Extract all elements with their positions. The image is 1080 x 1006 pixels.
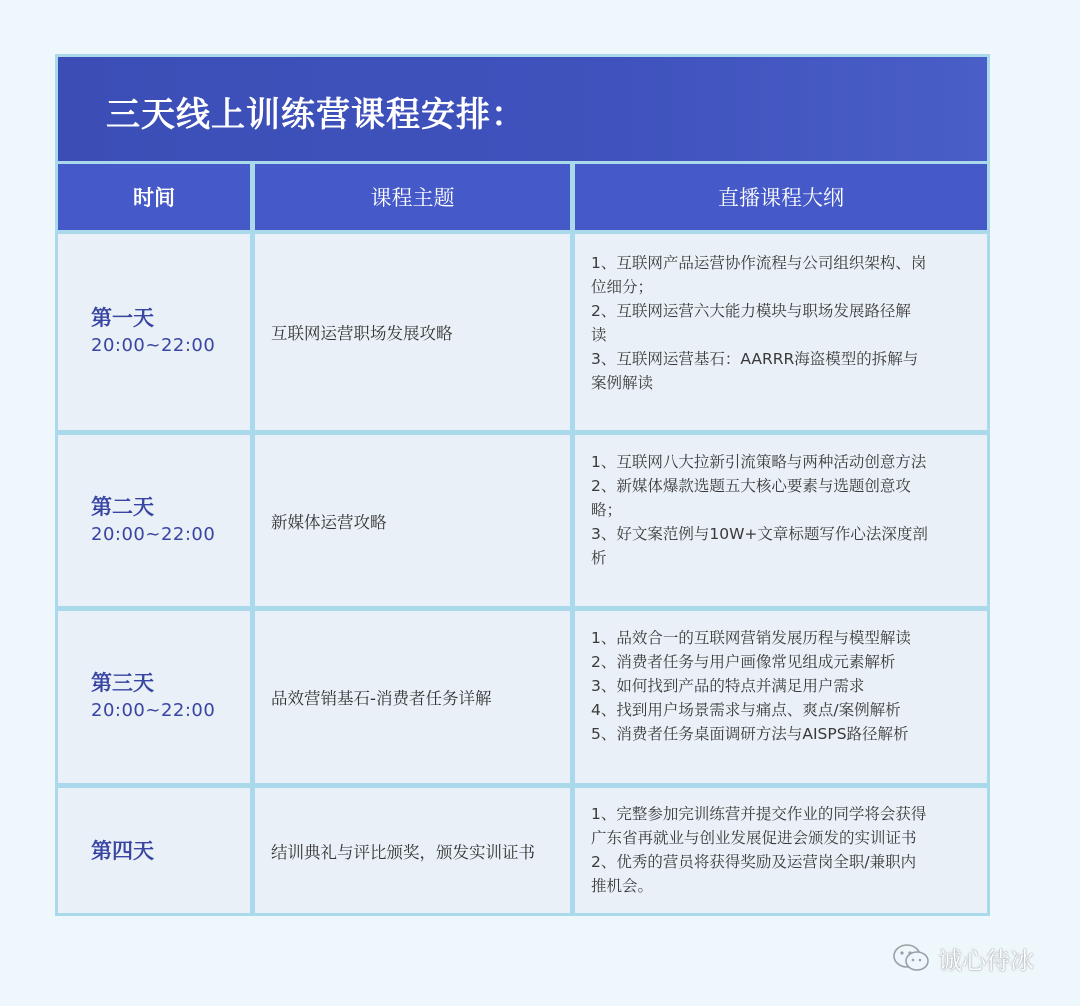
table-row-day-cell — [58, 435, 250, 606]
title-bar — [58, 57, 987, 161]
outline-line: 2、互联网运营六大能力模块与职场发展路径解 — [591, 302, 911, 320]
table-row-day-cell — [58, 611, 250, 783]
outline-line: 3、好文案范例与10W+文章标题写作心法深度剖 — [591, 525, 928, 543]
outline-list — [591, 802, 973, 898]
table-row-topic-cell — [255, 611, 570, 783]
wechat-icon — [892, 943, 930, 973]
header-time: 时间 — [58, 164, 250, 230]
header-outline: 直播课程大纲 — [575, 164, 987, 230]
outline-list — [591, 450, 973, 570]
outline-line: 析 — [591, 549, 607, 567]
topic-text: 互联网运营职场发展攻略 — [271, 324, 453, 343]
outline-list — [591, 251, 973, 395]
outline-line: 4、找到用户场景需求与痛点、爽点/案例解析 — [591, 701, 901, 719]
table-row-day-cell — [58, 234, 250, 430]
outline-list — [591, 626, 973, 746]
outline-line: 1、互联网产品运营协作流程与公司组织架构、岗 — [591, 254, 927, 272]
day-label: 第三天 — [91, 671, 154, 695]
outline-line: 5、消费者任务桌面调研方法与AISPS路径解析 — [591, 725, 909, 743]
table-row-topic-cell — [255, 435, 570, 606]
outline-line: 1、品效合一的互联网营销发展历程与模型解读 — [591, 629, 911, 647]
watermark — [892, 940, 1034, 976]
table-row-outline-cell — [575, 788, 987, 913]
day-label: 第一天 — [91, 306, 154, 330]
day-time: 20:00~22:00 — [91, 700, 216, 721]
topic-text: 品效营销基石-消费者任务详解 — [271, 689, 492, 708]
topic-text: 新媒体运营攻略 — [271, 512, 387, 532]
header-topic: 课程主题 — [255, 164, 570, 230]
day-label: 第四天 — [91, 838, 154, 863]
table-row-outline-cell — [575, 234, 987, 430]
outline-line: 3、互联网运营基石：AARRR海盗模型的拆解与 — [591, 350, 919, 368]
outline-line: 推机会。 — [591, 877, 654, 895]
page-title: 三天线上训练营课程安排： — [106, 95, 526, 135]
table-row-topic-cell — [255, 788, 570, 913]
outline-line: 2、消费者任务与用户画像常见组成元素解析 — [591, 653, 896, 671]
watermark-text: 诚心待冰 — [938, 946, 1034, 975]
outline-line: 案例解读 — [591, 374, 654, 392]
outline-line: 读 — [591, 326, 607, 344]
outline-line: 2、优秀的营员将获得奖励及运营岗全职/兼职内 — [591, 853, 917, 871]
day-label: 第二天 — [91, 494, 154, 519]
outline-line: 2、新媒体爆款选题五大核心要素与选题创意攻 — [591, 477, 911, 495]
outline-line: 略； — [591, 501, 623, 519]
outline-line: 位细分； — [591, 278, 654, 296]
outline-line: 广东省再就业与创业发展促进会颁发的实训证书 — [591, 829, 917, 847]
schedule-table — [55, 54, 990, 916]
day-time: 20:00~22:00 — [91, 335, 216, 356]
table-row-day-cell — [58, 788, 250, 913]
table-row-outline-cell — [575, 611, 987, 783]
day-time: 20:00~22:00 — [91, 523, 216, 545]
outline-line: 1、完整参加完训练营并提交作业的同学将会获得 — [591, 805, 927, 823]
outline-line: 1、互联网八大拉新引流策略与两种活动创意方法 — [591, 453, 927, 471]
table-row-topic-cell — [255, 234, 570, 430]
table-row-outline-cell — [575, 435, 987, 606]
topic-text: 结训典礼与评比颁奖，颁发实训证书 — [271, 842, 535, 862]
outline-line: 3、如何找到产品的特点并满足用户需求 — [591, 677, 865, 695]
